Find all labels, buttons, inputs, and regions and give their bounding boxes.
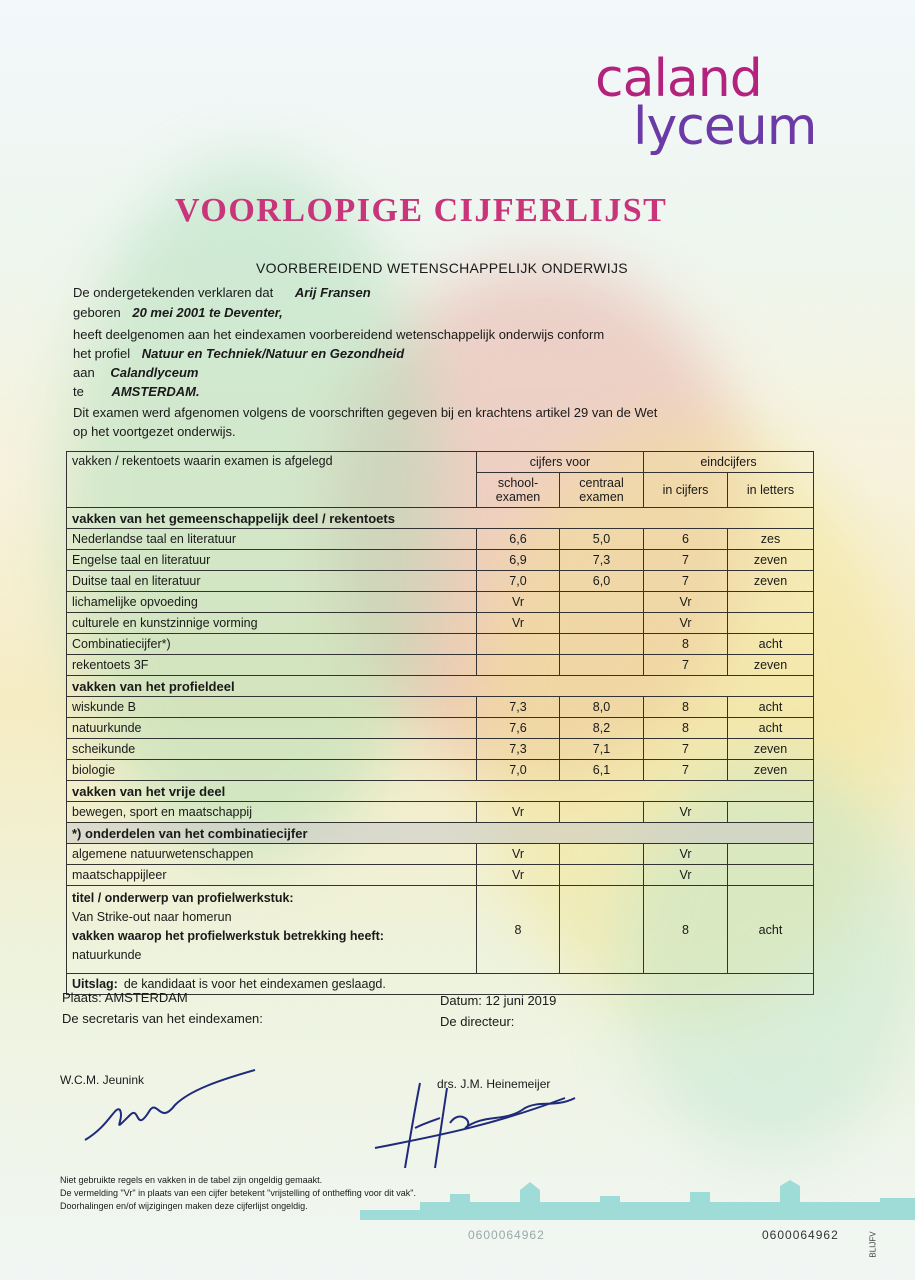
final-grade-cell: 7	[644, 739, 728, 760]
note-1: Niet gebruikte regels en vakken in de tabel zijn ongeldig gemaakt.	[60, 1175, 323, 1185]
central-exam-cell: 8,2	[560, 718, 644, 739]
central-exam-cell: 6,0	[560, 571, 644, 592]
school-exam-cell: 6,6	[477, 529, 560, 550]
pws-description-cell	[67, 886, 477, 974]
profile-value: Natuur en Techniek/Natuur en Gezondheid	[141, 346, 405, 361]
pws-central-exam-cell	[560, 886, 644, 974]
te-label: te	[208, 305, 221, 320]
subject-cell: lichamelijke opvoeding	[67, 592, 477, 613]
birthplace: Deventer,	[224, 305, 283, 320]
datum-value: 12 juni 2019	[485, 993, 557, 1008]
datum-label: Datum:	[440, 993, 482, 1008]
central-exam-cell	[560, 592, 644, 613]
school-exam-cell: 7,0	[477, 760, 560, 781]
serial-number-faint: 0600064962	[468, 1228, 545, 1242]
final-grade-letters-cell	[728, 844, 814, 865]
table-row	[67, 739, 814, 760]
school-exam-cell	[477, 655, 560, 676]
table-row	[67, 760, 814, 781]
section-heading-row	[67, 781, 814, 802]
grades-table	[66, 451, 814, 995]
header-in-cijfers: in cijfers	[644, 473, 728, 508]
school-exam-cell: 6,9	[477, 550, 560, 571]
table-row	[67, 802, 814, 823]
header-eindcijfers: eindcijfers	[644, 452, 814, 473]
final-grade-letters-cell: zeven	[728, 571, 814, 592]
subject-cell: maatschappijleer	[67, 865, 477, 886]
section-heading-row	[67, 508, 814, 529]
school-exam-cell: Vr	[477, 613, 560, 634]
pws-final-letters-cell: acht	[728, 886, 814, 974]
document-subtitle: VOORBEREIDEND WETENSCHAPPELIJK ONDERWIJS	[256, 260, 628, 276]
subject-cell: Nederlandse taal en literatuur	[67, 529, 477, 550]
student-name: Arij Fransen	[294, 285, 371, 300]
city-skyline-graphic	[360, 1180, 915, 1220]
final-grade-letters-cell	[728, 865, 814, 886]
subject-cell: scheikunde	[67, 739, 477, 760]
table-row	[67, 529, 814, 550]
intro-label-1: De ondergetekenden verklaren dat	[73, 285, 274, 300]
pws-final-grade-cell: 8	[644, 886, 728, 974]
side-code: BLIJFV	[868, 1231, 878, 1258]
secretaris-signature	[80, 1065, 260, 1155]
intro-line5	[73, 365, 198, 380]
secretaris-name: W.C.M. Jeunink	[60, 1073, 145, 1087]
pws-title: Van Strike-out naar homerun	[72, 910, 232, 924]
final-grade-cell: Vr	[644, 613, 728, 634]
intro-line2	[73, 305, 283, 320]
document-title: VOORLOPIGE CIJFERLIJST	[175, 192, 668, 229]
directeur-name: drs. J.M. Heinemeijer	[437, 1077, 551, 1091]
table-row	[67, 844, 814, 865]
header-in-letters: in letters	[728, 473, 814, 508]
table-row	[67, 550, 814, 571]
final-grade-cell: 7	[644, 571, 728, 592]
final-grade-letters-cell: zeven	[728, 655, 814, 676]
subject-cell: Duitse taal en literatuur	[67, 571, 477, 592]
central-exam-cell: 6,1	[560, 760, 644, 781]
subject-cell: bewegen, sport en maatschappij	[67, 802, 477, 823]
final-grade-letters-cell	[728, 613, 814, 634]
school-exam-cell: Vr	[477, 802, 560, 823]
subject-cell: Engelse taal en literatuur	[67, 550, 477, 571]
header-centraal-examen: centraal examen	[560, 473, 644, 508]
final-grade-cell: 8	[644, 697, 728, 718]
intro-line7: Dit examen werd afgenomen volgens de voorschriften gegeven bij en krachtens artikel 29 van de Wet	[73, 405, 658, 420]
section-heading: vakken van het gemeenschappelijk deel / rekentoets	[67, 508, 814, 529]
table-row	[67, 865, 814, 886]
final-grade-cell: 8	[644, 718, 728, 739]
pws-school-exam-cell: 8	[477, 886, 560, 974]
city-value: AMSTERDAM.	[111, 384, 200, 399]
school-exam-cell: Vr	[477, 844, 560, 865]
subject-cell: natuurkunde	[67, 718, 477, 739]
section-heading: vakken van het vrije deel	[67, 781, 814, 802]
central-exam-cell: 5,0	[560, 529, 644, 550]
final-grade-letters-cell	[728, 802, 814, 823]
note-3: Doorhalingen en/of wijzigingen maken deze cijferlijst ongeldig.	[60, 1201, 308, 1211]
plaats-line	[62, 990, 188, 1005]
secretaris-label: De secretaris van het eindexamen:	[62, 1011, 263, 1026]
directeur-signature	[365, 1068, 605, 1178]
intro-line1	[73, 285, 371, 300]
school-exam-cell: Vr	[477, 865, 560, 886]
final-grade-cell: 6	[644, 529, 728, 550]
note-2: De vermelding "Vr" in plaats van een cijfer betekent "vrijstelling of ontheffing voor dit vak".	[60, 1188, 416, 1198]
central-exam-cell	[560, 613, 644, 634]
directeur-label: De directeur:	[440, 1014, 515, 1029]
central-exam-cell: 7,1	[560, 739, 644, 760]
subject-cell: biologie	[67, 760, 477, 781]
logo-line1: caland	[595, 49, 762, 109]
pws-title-label: titel / onderwerp van profielwerkstuk:	[72, 891, 294, 905]
birthdate: 20 mei 2001	[132, 305, 206, 320]
school-value: Calandlyceum	[110, 365, 199, 380]
school-label: aan	[73, 365, 95, 380]
profile-label: het profiel	[73, 346, 131, 361]
city-label: te	[73, 384, 84, 399]
final-grade-letters-cell: zeven	[728, 760, 814, 781]
final-grade-cell: Vr	[644, 844, 728, 865]
pws-subject-label: vakken waarop het profielwerkstuk betrekking heeft:	[72, 929, 384, 943]
table-row	[67, 697, 814, 718]
intro-line6	[73, 384, 200, 399]
logo-line2: lyceum	[633, 97, 817, 157]
final-grade-cell: 8	[644, 634, 728, 655]
table-row	[67, 634, 814, 655]
table-row	[67, 613, 814, 634]
intro-line3: heeft deelgenomen aan het eindexamen voorbereidend wetenschappelijk onderwijs conform	[73, 327, 605, 342]
final-grade-cell: 7	[644, 655, 728, 676]
table-row	[67, 655, 814, 676]
school-exam-cell: 7,6	[477, 718, 560, 739]
central-exam-cell: 7,3	[560, 550, 644, 571]
caland-logo	[595, 49, 817, 157]
subject-cell: Combinatiecijfer*)	[67, 634, 477, 655]
header-cijfers-voor: cijfers voor	[477, 452, 644, 473]
plaats-value: AMSTERDAM	[104, 990, 188, 1005]
final-grade-letters-cell: zes	[728, 529, 814, 550]
school-exam-cell	[477, 634, 560, 655]
central-exam-cell	[560, 634, 644, 655]
final-grade-letters-cell: zeven	[728, 739, 814, 760]
section-heading: vakken van het profieldeel	[67, 676, 814, 697]
central-exam-cell: 8,0	[560, 697, 644, 718]
final-grade-cell: 7	[644, 550, 728, 571]
subject-cell: wiskunde B	[67, 697, 477, 718]
school-exam-cell: 7,3	[477, 697, 560, 718]
header-school-examen: school- examen	[477, 473, 560, 508]
school-exam-cell: Vr	[477, 592, 560, 613]
section-heading-row	[67, 676, 814, 697]
uitslag-value: de kandidaat is voor het eindexamen geslaagd.	[123, 977, 386, 991]
header-subjects: vakken / rekentoets waarin examen is afgelegd	[67, 452, 477, 508]
final-grade-cell: Vr	[644, 802, 728, 823]
central-exam-cell	[560, 655, 644, 676]
final-grade-letters-cell: acht	[728, 634, 814, 655]
central-exam-cell	[560, 865, 644, 886]
intro-line8: op het voortgezet onderwijs.	[73, 424, 236, 439]
table-header-row-1	[67, 452, 814, 473]
intro-line4	[73, 346, 404, 361]
intro-label-2: geboren	[73, 305, 121, 320]
final-grade-cell: Vr	[644, 592, 728, 613]
final-grade-letters-cell: zeven	[728, 550, 814, 571]
table-row	[67, 571, 814, 592]
final-grade-letters-cell: acht	[728, 697, 814, 718]
subject-cell: culturele en kunstzinnige vorming	[67, 613, 477, 634]
pws-row	[67, 886, 814, 974]
school-exam-cell: 7,0	[477, 571, 560, 592]
subject-cell: algemene natuurwetenschappen	[67, 844, 477, 865]
section-heading-row	[67, 823, 814, 844]
final-grade-letters-cell: acht	[728, 718, 814, 739]
school-exam-cell: 7,3	[477, 739, 560, 760]
plaats-label: Plaats:	[62, 990, 102, 1005]
table-row	[67, 592, 814, 613]
final-grade-letters-cell	[728, 592, 814, 613]
section-heading: *) onderdelen van het combinatiecijfer	[67, 823, 814, 844]
pws-subject: natuurkunde	[72, 948, 142, 962]
final-grade-cell: Vr	[644, 865, 728, 886]
central-exam-cell	[560, 802, 644, 823]
serial-number: 0600064962	[762, 1228, 839, 1242]
datum-line	[440, 993, 556, 1008]
uitslag-label: Uitslag:	[72, 977, 118, 991]
subject-cell: rekentoets 3F	[67, 655, 477, 676]
table-row	[67, 718, 814, 739]
central-exam-cell	[560, 844, 644, 865]
final-grade-cell: 7	[644, 760, 728, 781]
